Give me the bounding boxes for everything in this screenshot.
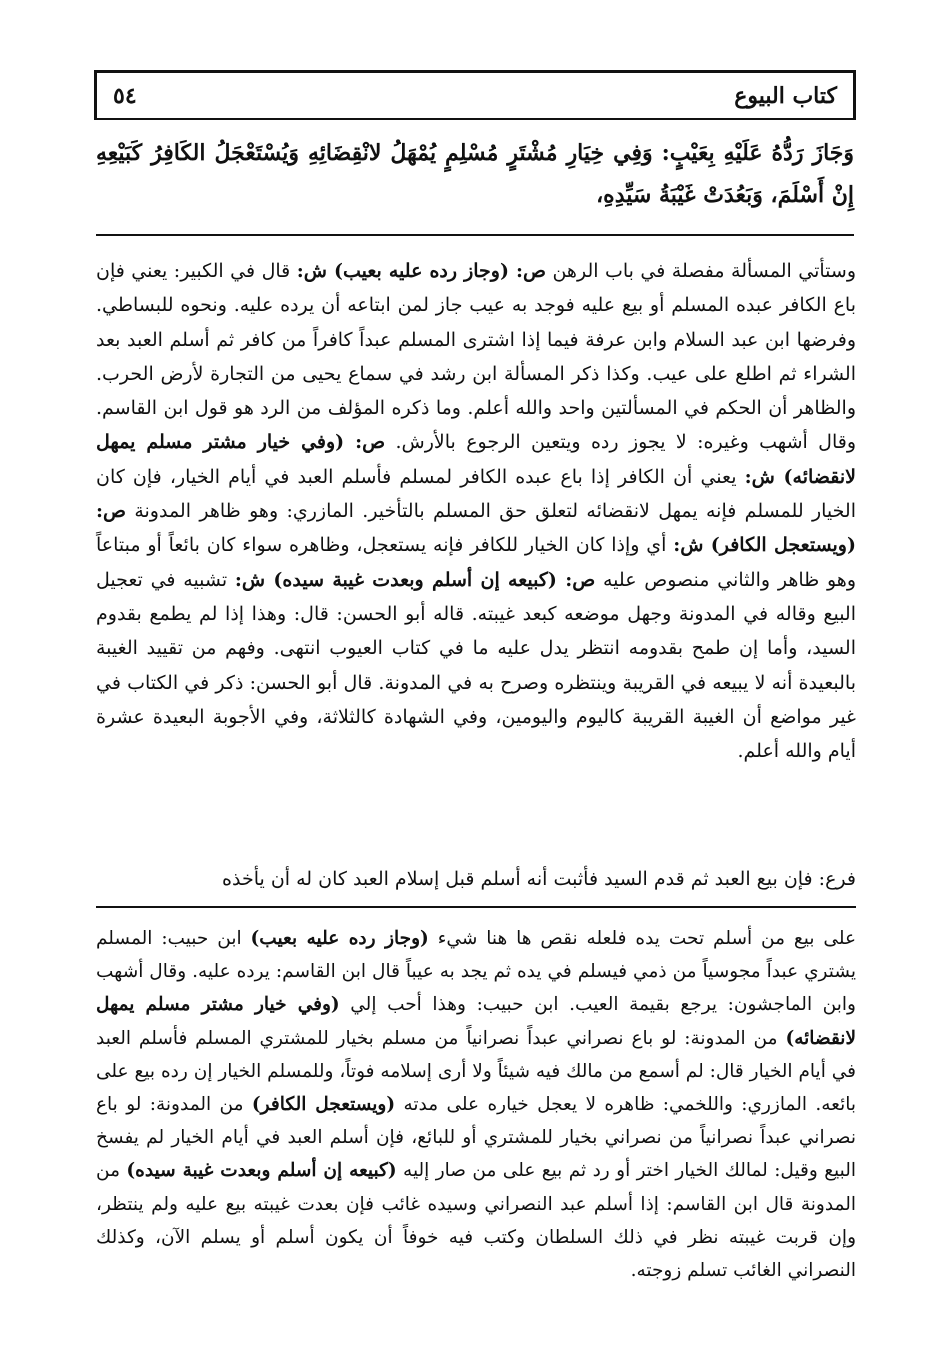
header-divider <box>94 118 856 120</box>
chapter-title: كتاب البيوع <box>734 83 837 109</box>
footnote-label: (وجاز رده عليه بعيب) <box>250 928 429 949</box>
commentary-text: يعني أن الكافر إذا باع عبده الكافر لمسلم فأسلم العبد في أيام الخيار، فإن كان الخيار للمسلم فإنه يمهل لانقضائه لتعلق حق المسلم بالتأخير. المازري: وهو ظاهر المدونة <box>96 465 856 523</box>
commentary-label: ص: (كبيعه إن أسلم وبعدت غيبة سيده) ش: <box>234 568 596 591</box>
footnote-paragraph <box>96 922 856 1287</box>
subsidiary-issue: فرع: فإن بيع العبد ثم قدم السيد فأثبت أنه أسلم قبل إسلام العبد كان له أن يأخذه <box>222 868 856 890</box>
commentary <box>96 254 856 768</box>
commentary-label: ص: (وفي خيار مشتر مسلم يمهل لانقضائه) ش: <box>96 431 857 488</box>
commentary-text: أي وإذا كان الخيار للكافر فإنه يستعجل، وظاهره سواء كان بائعاً أو مبتاعاً وهو ظاهر والثاني منصوص عليه <box>96 534 857 591</box>
footnote-text: على بيع من أسلم تحت يده فلعله نقص ها هنا شيء <box>428 928 856 949</box>
footnote-text: من المدونة قال ابن القاسم: إذا أسلم عبد النصراني وسيده غائب فإن بعدت غيبته بيع عليه ولم ينتظر، وإن قربت غيبته نظر في ذلك السلطان وكتب فيه خوفاً أن يكون أسلم أو يسلم الآن، وكذلك النصراني الغائب تسلم زوجته. <box>96 1160 856 1282</box>
commentary-label: ص: (وجاز رده عليه بعيب) ش: <box>296 260 546 282</box>
commentary-text: وستأتي المسألة مفصلة في باب الرهن <box>546 260 856 282</box>
footnotes <box>96 922 856 1287</box>
footnote-text: من المدونة: لو باع نصراني عبداً نصرانياً من مسلم بخيار للمشتري المسلم فأسلم العبد في أيام الخيار قال: لم أسمع من مالك فيه شيئاً ولا أرى إسلامه فوتاً، وللمسلم الخيار إن رده بيع على بائعه. المازري: واللخمي: ظاهره لا يعجل خياره على مدته <box>96 1027 857 1116</box>
footnote-text: من المدونة: لو باع نصراني عبداً نصرانياً من نصراني بخيار للمشتري أو للبائع، فإن أسلم العبد في أيام الخيار لم يفسخ البيع وقيل: لمالك الخيار اختر أو رد ثم بيع على من صار إليه <box>96 1094 856 1182</box>
main-text: وَجَازَ رَدُّهُ عَلَيْهِ بِعَيْبٍ: وَفِي خِيَارِ مُشْتَرٍ مُسْلِمٍ يُمْهَلُ لانْقِضَائِهِ وَيُسْتَعْجَلُ الكَافِرُ كَبَيْعِهِ إِنْ أَسْلَمَ، وَبَعُدَتْ غَيْبَةُ سَيِّدِهِ، <box>96 140 854 208</box>
commentary-text: تشبيه في تعجيل البيع وقاله في المدونة وجهل موضعه كبعد غيبته. قاله أبو الحسن: قال: وهذا إذا لم يطمع بقدوم السيد، وأما إن طمح بقدومه انتظر يدل عليه ما في كتاب العيوب انتهى. وفهم من تقييد الغيبة بالبعيدة أنه لا يبيعه في القريبة وينتظره وصرح به في المدونة. قال أبو الحسن: ذكر في الكتاب في غير مواضع أن الغيبة القريبة كاليوم واليومين، وفي الشهادة كالثلاثة، وفي الأجوبة البعيدة عشرة أيام والله أعلم. <box>96 568 856 763</box>
footnote-label: (ويستعجل الكافر) <box>251 1094 396 1116</box>
commentary-text: قال في الكبير: يعني فإن باع الكافر عبده المسلم أو بيع عليه فوجد به عيب جاز لمن ابتاعه أن يرده عليه. ونحوه للبساطي. وفرضها ابن عبد السلام وابن عرفة فيما إذا اشترى المسلم عبداً كافراً من كافر ثم أسلم العبد بعد الشراء ثم اطلع على عيب. وكذا ذكر المسألة ابن رشد في سماع يحيى من التجارة لأرض الحرب. والظاهر أن الحكم في المسألتين واحد والله أعلم. وما ذكره المؤلف من الرد هو قول ابن القاسم. وقال أشهب وغيره: لا يجوز رده ويتعين الرجوع بالأرش. <box>96 260 856 454</box>
commentary-paragraph <box>96 254 856 768</box>
main-text-divider <box>96 234 854 236</box>
footnote-divider <box>96 906 856 908</box>
page-header <box>94 70 856 118</box>
footnote-label: (وفي خيار مشتر مسلم يمهل لانقضائه) <box>96 994 856 1049</box>
commentary-label: ص: (ويستعجل الكافر) ش: <box>96 500 856 557</box>
footnote-label: (كبيعه إن أسلم وبعدت غيبة سيده) <box>126 1160 397 1182</box>
page-number: ٥٤ <box>113 83 137 109</box>
footnote-text: ابن حبيب: المسلم يشتري عبداً مجوسياً من ذمي فيسلم في يده ثم يجد به عيباً قال ابن القاسم: يرده عليه. وقال أشهب وابن الماجشون: يرجع بقيمة العيب. ابن حبيب: وهذا أحب إلي <box>96 928 856 1016</box>
